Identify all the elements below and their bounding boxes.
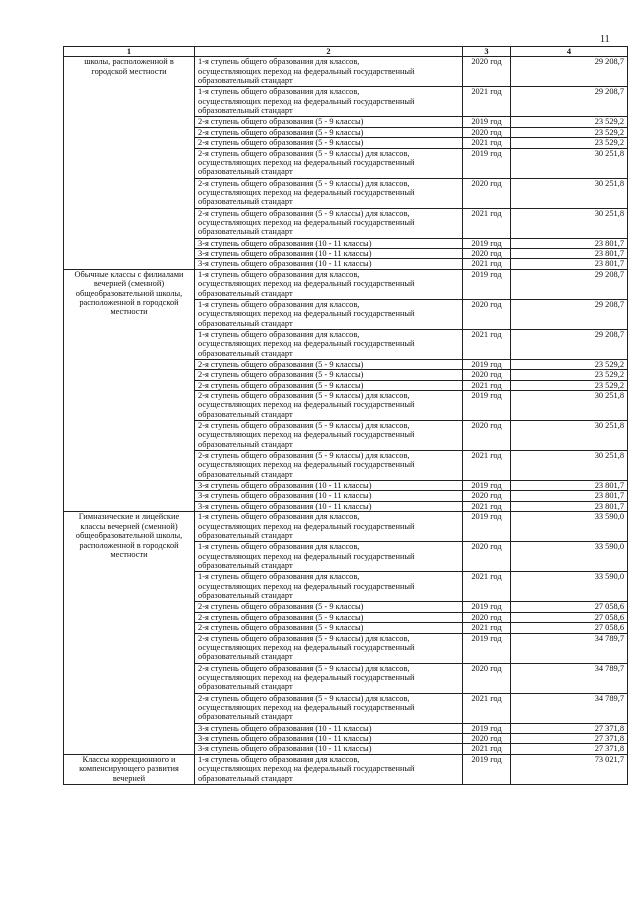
norm-value-cell: 33 590,0 <box>511 572 628 602</box>
education-level-cell: 2-я ступень общего образования (5 - 9 классы) <box>195 138 463 148</box>
education-level-cell: 2-я ступень общего образования (5 - 9 классы) <box>195 370 463 380</box>
year-cell: 2021 год <box>463 744 511 754</box>
year-cell: 2019 год <box>463 117 511 127</box>
year-cell: 2019 год <box>463 391 511 421</box>
year-cell: 2019 год <box>463 481 511 491</box>
tariff-table <box>63 46 628 785</box>
norm-value-cell: 23 801,7 <box>511 491 628 501</box>
year-cell: 2019 год <box>463 512 511 542</box>
column-header: 1 <box>64 47 195 57</box>
norm-value-cell: 30 251,8 <box>511 391 628 421</box>
norm-value-cell: 29 208,7 <box>511 299 628 329</box>
education-level-cell: 2-я ступень общего образования (5 - 9 классы) для классов, осуществляющих переход на федеральный государственный образовательный стандарт <box>195 208 463 238</box>
education-level-cell: 2-я ступень общего образования (5 - 9 классы) для классов, осуществляющих переход на федеральный государственный образовательный стандарт <box>195 391 463 421</box>
education-level-cell: 1-я ступень общего образования для классов, осуществляющих переход на федеральный государственный образовательный стандарт <box>195 542 463 572</box>
norm-value-cell: 27 371,8 <box>511 723 628 733</box>
table-row <box>64 269 628 299</box>
header-row <box>64 47 628 57</box>
norm-value-cell: 23 529,2 <box>511 380 628 390</box>
education-level-cell: 3-я ступень общего образования (10 - 11 классы) <box>195 481 463 491</box>
norm-value-cell: 23 529,2 <box>511 127 628 137</box>
norm-value-cell: 27 058,6 <box>511 623 628 633</box>
education-level-cell: 1-я ступень общего образования для классов, осуществляющих переход на федеральный государственный образовательный стандарт <box>195 269 463 299</box>
page-number: 11 <box>600 34 610 45</box>
education-level-cell: 3-я ступень общего образования (10 - 11 классы) <box>195 491 463 501</box>
norm-value-cell: 23 801,7 <box>511 259 628 269</box>
year-cell: 2020 год <box>463 178 511 208</box>
education-level-cell: 1-я ступень общего образования для классов, осуществляющих переход на федеральный государственный образовательный стандарт <box>195 57 463 87</box>
institution-type-cell: Гимназические и лицейские классы вечерней (сменной) общеобразовательной школы, расположенной в городской местности <box>64 512 195 754</box>
norm-value-cell: 33 590,0 <box>511 542 628 572</box>
education-level-cell: 3-я ступень общего образования (10 - 11 классы) <box>195 259 463 269</box>
year-cell: 2021 год <box>463 208 511 238</box>
norm-value-cell: 27 371,8 <box>511 733 628 743</box>
norm-value-cell: 27 371,8 <box>511 744 628 754</box>
education-level-cell: 2-я ступень общего образования (5 - 9 классы) для классов, осуществляющих переход на федеральный государственный образовательный стандарт <box>195 178 463 208</box>
year-cell: 2020 год <box>463 612 511 622</box>
education-level-cell: 2-я ступень общего образования (5 - 9 классы) для классов, осуществляющих переход на федеральный государственный образовательный стандарт <box>195 421 463 451</box>
year-cell: 2020 год <box>463 663 511 693</box>
norm-value-cell: 34 789,7 <box>511 633 628 663</box>
norm-value-cell: 23 801,7 <box>511 481 628 491</box>
norm-value-cell: 23 801,7 <box>511 249 628 259</box>
year-cell: 2020 год <box>463 249 511 259</box>
education-level-cell: 3-я ступень общего образования (10 - 11 классы) <box>195 501 463 511</box>
year-cell: 2019 год <box>463 602 511 612</box>
norm-value-cell: 30 251,8 <box>511 451 628 481</box>
year-cell: 2020 год <box>463 542 511 572</box>
year-cell: 2019 год <box>463 238 511 248</box>
year-cell: 2019 год <box>463 269 511 299</box>
norm-value-cell: 23 529,2 <box>511 117 628 127</box>
education-level-cell: 3-я ступень общего образования (10 - 11 классы) <box>195 744 463 754</box>
table-row <box>64 512 628 542</box>
education-level-cell: 2-я ступень общего образования (5 - 9 классы) <box>195 612 463 622</box>
norm-value-cell: 23 801,7 <box>511 238 628 248</box>
norm-value-cell: 27 058,6 <box>511 602 628 612</box>
education-level-cell: 2-я ступень общего образования (5 - 9 классы) <box>195 359 463 369</box>
education-level-cell: 3-я ступень общего образования (10 - 11 классы) <box>195 723 463 733</box>
year-cell: 2020 год <box>463 421 511 451</box>
norm-value-cell: 30 251,8 <box>511 178 628 208</box>
year-cell: 2020 год <box>463 491 511 501</box>
norm-value-cell: 23 529,2 <box>511 359 628 369</box>
institution-type-cell: школы, расположенной в городской местности <box>64 57 195 269</box>
norm-value-cell: 30 251,8 <box>511 148 628 178</box>
norm-value-cell: 29 208,7 <box>511 329 628 359</box>
education-level-cell: 2-я ступень общего образования (5 - 9 классы) <box>195 380 463 390</box>
year-cell: 2020 год <box>463 733 511 743</box>
education-level-cell: 3-я ступень общего образования (10 - 11 классы) <box>195 238 463 248</box>
norm-value-cell: 23 801,7 <box>511 501 628 511</box>
year-cell: 2021 год <box>463 138 511 148</box>
column-header: 4 <box>511 47 628 57</box>
education-level-cell: 1-я ступень общего образования для классов, осуществляющих переход на федеральный государственный образовательный стандарт <box>195 754 463 784</box>
education-level-cell: 2-я ступень общего образования (5 - 9 классы) для классов, осуществляющих переход на федеральный государственный образовательный стандарт <box>195 693 463 723</box>
education-level-cell: 1-я ступень общего образования для классов, осуществляющих переход на федеральный государственный образовательный стандарт <box>195 512 463 542</box>
education-level-cell: 2-я ступень общего образования (5 - 9 классы) для классов, осуществляющих переход на федеральный государственный образовательный стандарт <box>195 663 463 693</box>
column-header: 2 <box>195 47 463 57</box>
norm-value-cell: 29 208,7 <box>511 87 628 117</box>
norm-value-cell: 73 021,7 <box>511 754 628 784</box>
education-level-cell: 2-я ступень общего образования (5 - 9 классы) <box>195 602 463 612</box>
year-cell: 2020 год <box>463 299 511 329</box>
norm-value-cell: 23 529,2 <box>511 370 628 380</box>
institution-type-cell: Классы коррекционного и компенсирующего развития вечерней <box>64 754 195 784</box>
year-cell: 2021 год <box>463 329 511 359</box>
education-level-cell: 2-я ступень общего образования (5 - 9 классы) <box>195 623 463 633</box>
norm-value-cell: 33 590,0 <box>511 512 628 542</box>
year-cell: 2019 год <box>463 359 511 369</box>
norm-value-cell: 29 208,7 <box>511 57 628 87</box>
year-cell: 2021 год <box>463 623 511 633</box>
education-level-cell: 1-я ступень общего образования для классов, осуществляющих переход на федеральный государственный образовательный стандарт <box>195 572 463 602</box>
education-level-cell: 1-я ступень общего образования для классов, осуществляющих переход на федеральный государственный образовательный стандарт <box>195 87 463 117</box>
year-cell: 2019 год <box>463 754 511 784</box>
institution-type-cell: Обычные классы с филиалами вечерней (сменной) общеобразовательной школы, расположенной в городской местности <box>64 269 195 511</box>
column-header: 3 <box>463 47 511 57</box>
year-cell: 2021 год <box>463 451 511 481</box>
education-level-cell: 2-я ступень общего образования (5 - 9 классы) <box>195 127 463 137</box>
year-cell: 2021 год <box>463 693 511 723</box>
education-level-cell: 2-я ступень общего образования (5 - 9 классы) для классов, осуществляющих переход на федеральный государственный образовательный стандарт <box>195 633 463 663</box>
year-cell: 2020 год <box>463 370 511 380</box>
year-cell: 2020 год <box>463 127 511 137</box>
year-cell: 2021 год <box>463 87 511 117</box>
table-body <box>64 57 628 784</box>
year-cell: 2021 год <box>463 259 511 269</box>
norm-value-cell: 23 529,2 <box>511 138 628 148</box>
year-cell: 2019 год <box>463 723 511 733</box>
table-row <box>64 754 628 784</box>
education-level-cell: 2-я ступень общего образования (5 - 9 классы) для классов, осуществляющих переход на федеральный государственный образовательный стандарт <box>195 148 463 178</box>
year-cell: 2021 год <box>463 572 511 602</box>
education-level-cell: 3-я ступень общего образования (10 - 11 классы) <box>195 249 463 259</box>
norm-value-cell: 27 058,6 <box>511 612 628 622</box>
table-row <box>64 57 628 87</box>
norm-value-cell: 34 789,7 <box>511 663 628 693</box>
education-level-cell: 1-я ступень общего образования для классов, осуществляющих переход на федеральный государственный образовательный стандарт <box>195 329 463 359</box>
norm-value-cell: 30 251,8 <box>511 208 628 238</box>
year-cell: 2019 год <box>463 633 511 663</box>
year-cell: 2021 год <box>463 380 511 390</box>
education-level-cell: 1-я ступень общего образования для классов, осуществляющих переход на федеральный государственный образовательный стандарт <box>195 299 463 329</box>
education-level-cell: 3-я ступень общего образования (10 - 11 классы) <box>195 733 463 743</box>
norm-value-cell: 30 251,8 <box>511 421 628 451</box>
year-cell: 2019 год <box>463 148 511 178</box>
year-cell: 2021 год <box>463 501 511 511</box>
year-cell: 2020 год <box>463 57 511 87</box>
norm-value-cell: 29 208,7 <box>511 269 628 299</box>
norm-value-cell: 34 789,7 <box>511 693 628 723</box>
education-level-cell: 2-я ступень общего образования (5 - 9 классы) <box>195 117 463 127</box>
education-level-cell: 2-я ступень общего образования (5 - 9 классы) для классов, осуществляющих переход на федеральный государственный образовательный стандарт <box>195 451 463 481</box>
